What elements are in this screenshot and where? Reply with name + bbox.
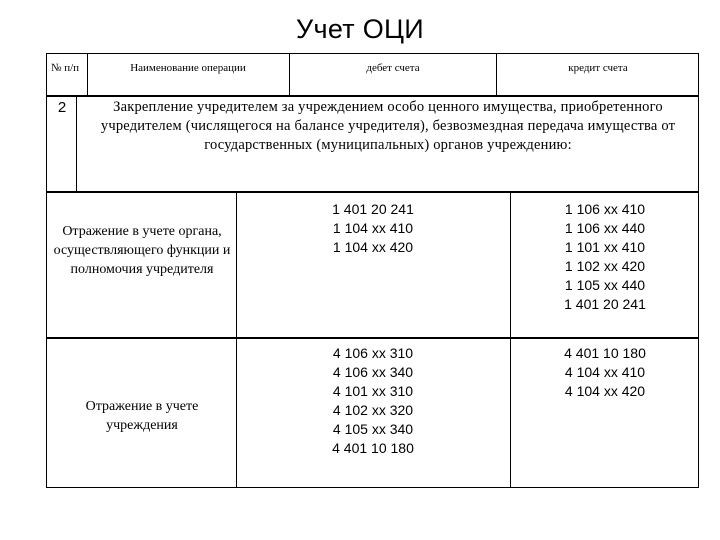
credit-account: 1 105 xx 440 [564,277,646,293]
entry-institution-credit [514,344,696,401]
row-description: Закрепление учредителем за учреждением особо ценного имущества, приобретенного учредителем (числящегося на балансе учредителя), безвозмездная передача имущества от государственных (муниципальных) органов учреждению: [100,99,676,153]
debit-account: 1 104 xx 410 [332,220,414,236]
entry-institution-debit [240,344,506,458]
credit-account: 1 106 xx 440 [564,220,646,236]
credit-account: 4 104 xx 420 [564,383,646,399]
header-divider [87,53,88,96]
debit-account: 4 105 xx 340 [332,421,414,437]
header-num: № п/п [50,62,80,74]
debit-account: 4 102 xx 320 [332,402,414,418]
entry-founder-debit [240,200,506,257]
entry-divider [510,192,511,338]
entry-divider [236,192,237,338]
debit-account: 1 104 xx 420 [332,239,414,255]
entry-institution-label: Отражение в учете учреждения [85,399,199,433]
credit-account: 4 104 xx 410 [564,364,646,380]
row-number: 2 [57,99,67,116]
credit-account: 1 106 xx 410 [564,201,646,217]
entry-divider [510,338,511,488]
debit-account: 4 106 xx 310 [332,345,414,361]
entry-divider [236,338,237,488]
entry-founder-credit [514,200,696,314]
debit-account: 1 401 20 241 [332,201,414,217]
header-debit: дебет счета [366,62,420,74]
credit-account: 4 401 10 180 [564,345,646,361]
entry-founder-label: Отражение в учете органа, осуществляющего функции и полномочия учредителя [53,224,231,277]
debit-account: 4 101 xx 310 [332,383,414,399]
header-credit: кредит счета [568,62,628,74]
credit-account: 1 102 xx 420 [564,258,646,274]
header-divider [496,53,497,96]
credit-account: 1 401 20 241 [564,296,646,312]
header-divider [289,53,290,96]
debit-account: 4 401 10 180 [332,440,414,456]
page-title: Учет ОЦИ [296,14,424,44]
row-number-divider [76,96,77,192]
header-operation: Наименование операции [130,62,246,74]
debit-account: 4 106 xx 340 [332,364,414,380]
credit-account: 1 101 xx 410 [564,239,646,255]
